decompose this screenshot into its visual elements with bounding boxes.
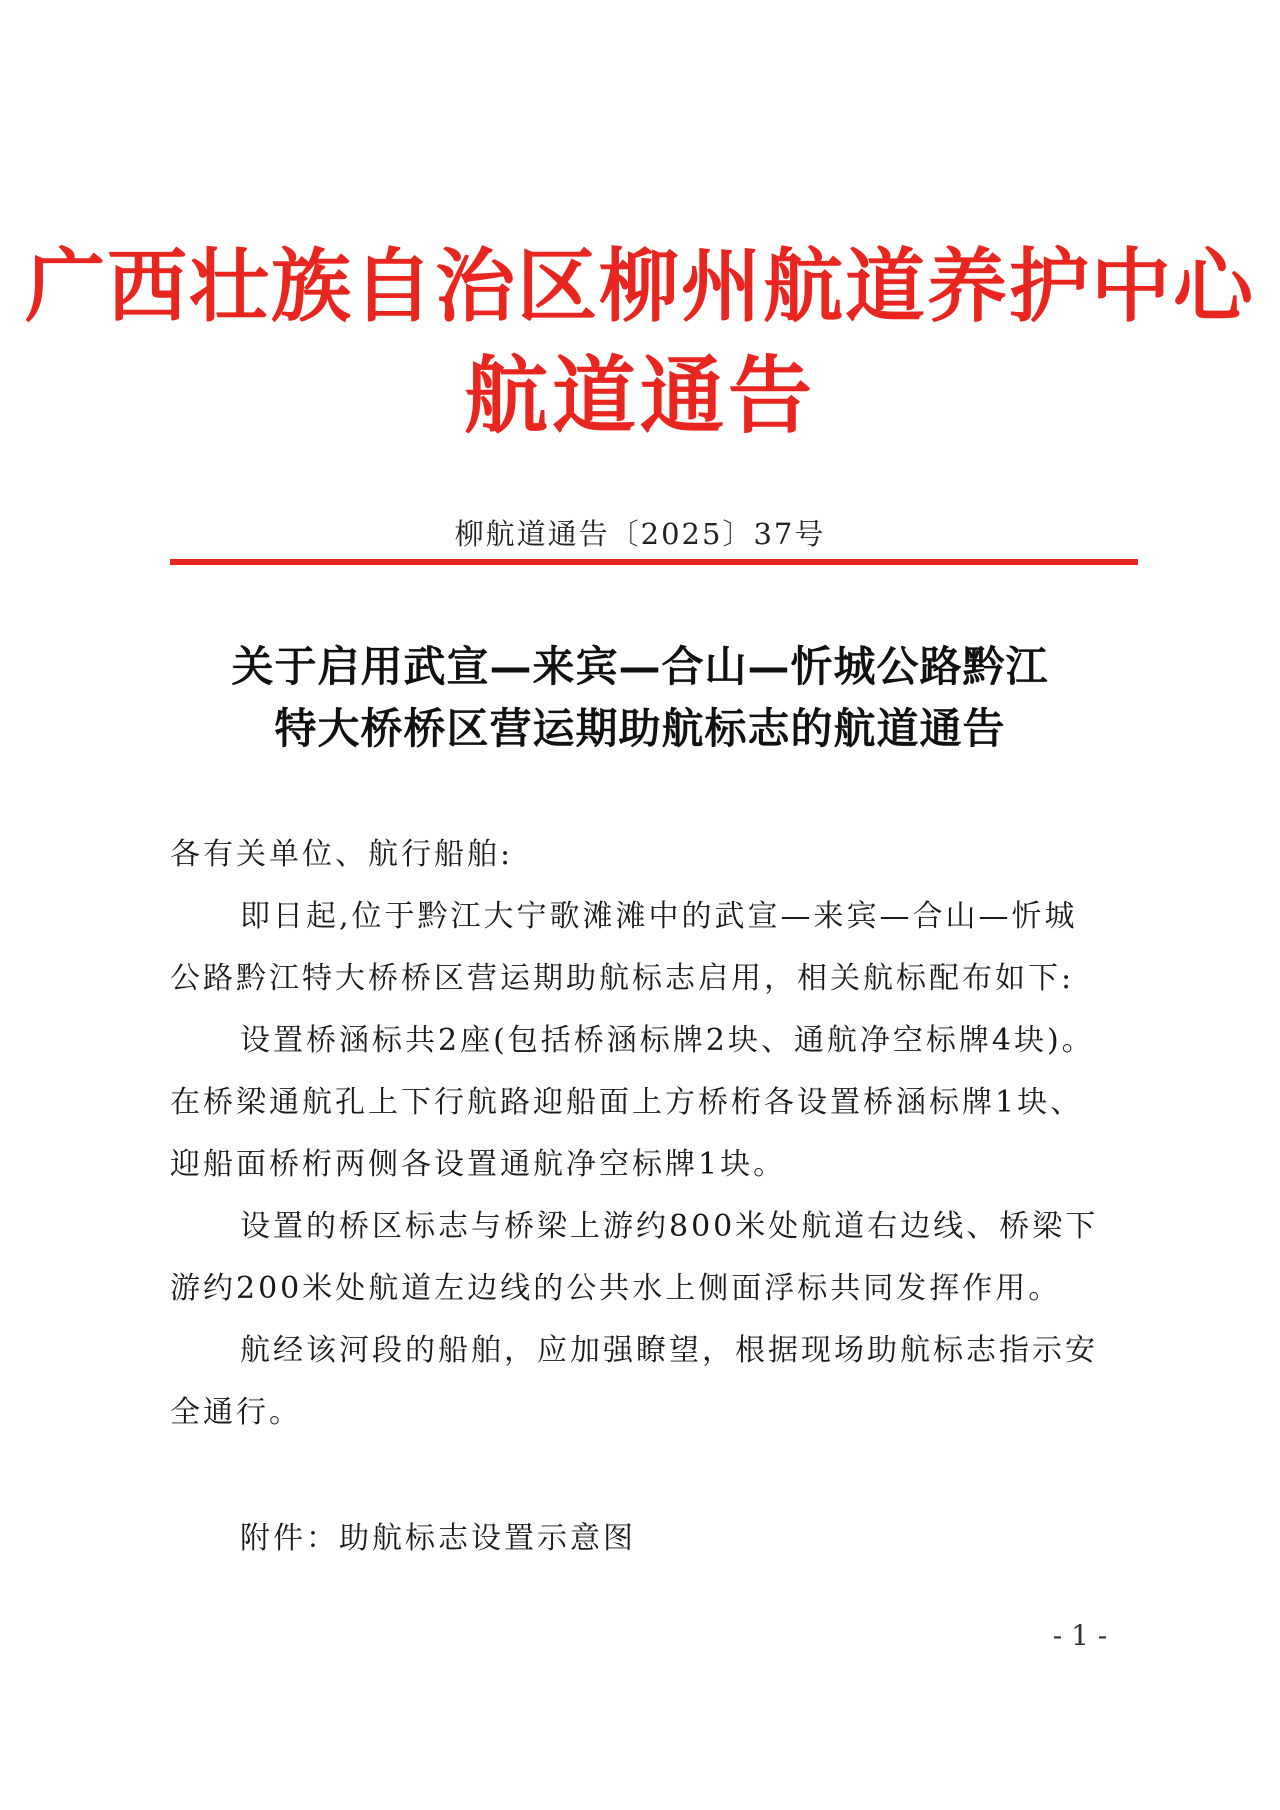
- paragraph-3-line-2: 游约200米处航道左边线的公共水上侧面浮标共同发挥作用。: [170, 1271, 1062, 1306]
- paragraph-2-line-2: 在桥梁通航孔上下行航路迎船面上方桥桁各设置桥涵标牌1块、: [170, 1085, 1084, 1120]
- attachment-note: 附件：助航标志设置示意图: [240, 1521, 636, 1556]
- org-name-heading: 广西壮族自治区柳州航道养护中心: [25, 239, 1255, 333]
- notice-title-line-2: 特大桥桥区营运期助航标志的航道通告: [274, 704, 1006, 753]
- salutation: 各有关单位、航行船舶:: [170, 837, 514, 872]
- paragraph-2-line-3: 迎船面桥桁两侧各设置通航净空标牌1块。: [170, 1147, 787, 1182]
- paragraph-1-line-2: 公路黔江特大桥桥区营运期助航标志启用，相关航标配布如下:: [170, 961, 1075, 996]
- paragraph-2-line-1: 设置桥涵标共2座(包括桥涵标牌2块、通航净空标牌4块)。: [240, 1023, 1095, 1058]
- page-number: - 1 -: [1052, 1619, 1108, 1652]
- notice-title-line-1: 关于启用武宣—来宾—合山—忻城公路黔江: [231, 642, 1049, 691]
- paragraph-3-line-1: 设置的桥区标志与桥梁上游约800米处航道右边线、桥梁下: [240, 1209, 1099, 1244]
- document-number: 柳航道通告〔2025〕37号: [454, 517, 826, 551]
- header-red-divider: [170, 559, 1138, 565]
- doc-type-heading: 航道通告: [463, 346, 816, 445]
- paragraph-1-line-1: 即日起,位于黔江大宁歌滩滩中的武宣—来宾—合山—忻城: [240, 899, 1078, 934]
- paragraph-4-line-1: 航经该河段的船舶，应加强瞭望，根据现场助航标志指示安: [240, 1333, 1098, 1368]
- paragraph-4-line-2: 全通行。: [170, 1395, 302, 1430]
